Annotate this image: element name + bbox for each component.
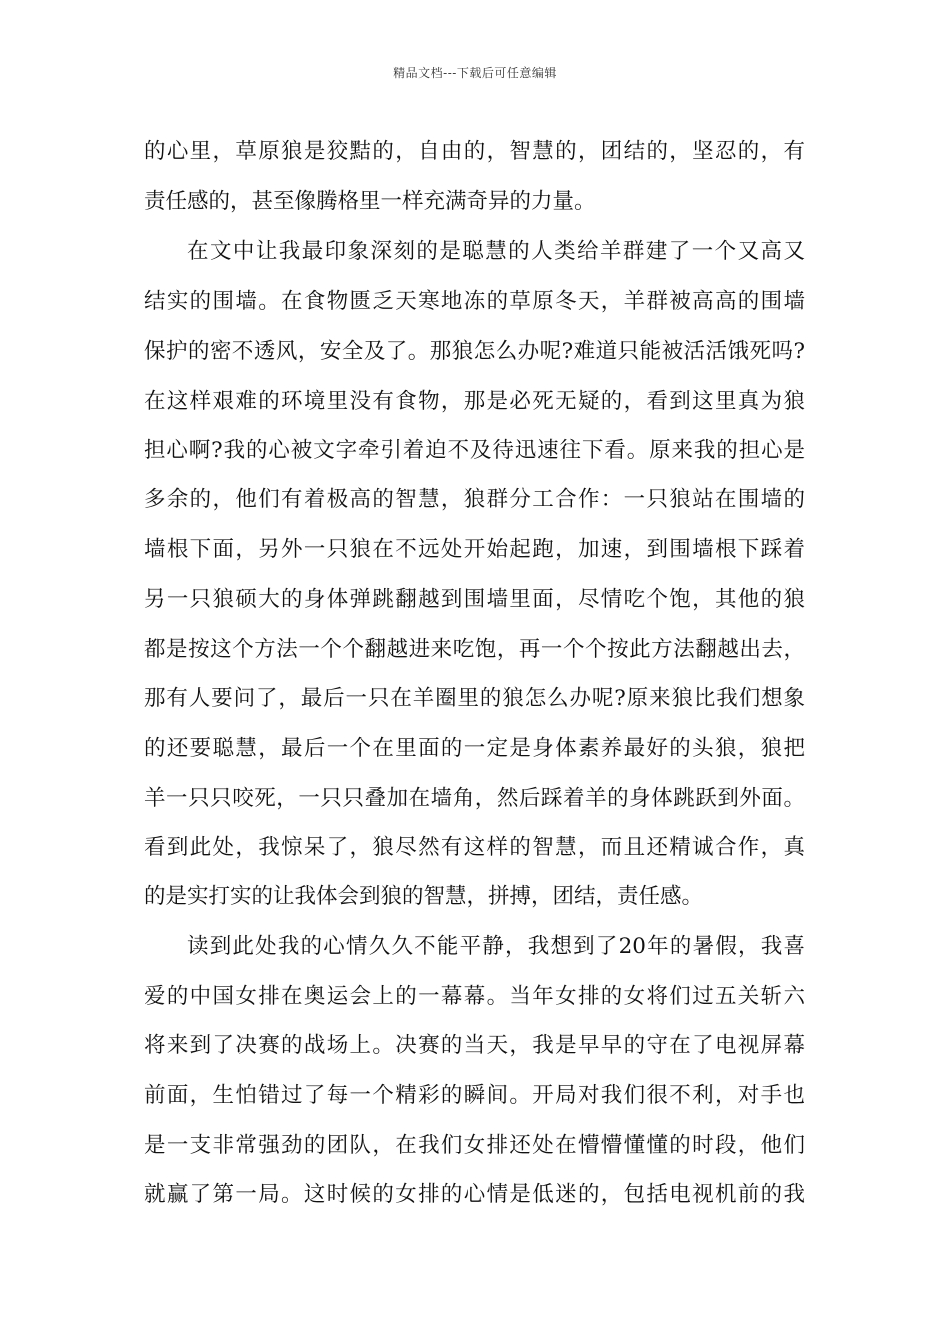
text-line: 墙根下面，另外一只狼在不远处开始起跑，加速，到围墙根下踩着 [144, 537, 805, 562]
text-line: 就赢了第一局。这时候的女排的心情是低迷的，包括电视机前的我 [144, 1182, 805, 1207]
page-header: 精品文档---下载后可任意编辑 [393, 66, 557, 80]
text-line: 爱的中国女排在奥运会上的一幕幕。当年女排的女将们过五关斩六 [144, 984, 805, 1009]
text-line: 那有人要问了，最后一只在羊圈里的狼怎么办呢?原来狼比我们想象 [144, 686, 805, 711]
text-line: 保护的密不透风，安全及了。那狼怎么办呢?难道只能被活活饿死吗? [144, 339, 805, 364]
text-line: 读到此处我的心情久久不能平静，我想到了20年的暑假，我喜 [187, 934, 805, 959]
text-line: 看到此处，我惊呆了，狼尽然有这样的智慧，而且还精诚合作，真 [144, 835, 805, 860]
text-line: 将来到了决赛的战场上。决赛的当天，我是早早的守在了电视屏幕 [144, 1033, 805, 1058]
text-line: 多余的，他们有着极高的智慧，狼群分工合作：一只狼站在围墙的 [144, 487, 805, 512]
text-line: 在这样艰难的环境里没有食物，那是必死无疑的，看到这里真为狼 [144, 389, 805, 414]
text-line: 的心里，草原狼是狡黠的，自由的，智慧的，团结的，坚忍的，有 [144, 139, 805, 164]
text-line: 前面，生怕错过了每一个精彩的瞬间。开局对我们很不利，对手也 [144, 1083, 805, 1108]
text-line: 另一只狼硕大的身体弹跳翻越到围墙里面，尽情吃个饱，其他的狼 [144, 587, 805, 612]
text-line: 都是按这个方法一个个翻越进来吃饱，再一个个按此方法翻越出去， [144, 637, 805, 662]
text-line: 在文中让我最印象深刻的是聪慧的人类给羊群建了一个又高又 [187, 239, 805, 264]
text-line: 羊一只只咬死，一只只叠加在墙角，然后踩着羊的身体跳跃到外面。 [144, 786, 805, 811]
text-line: 结实的围墙。在食物匮乏天寒地冻的草原冬天，羊群被高高的围墙 [144, 289, 805, 314]
text-line: 的还要聪慧，最后一个在里面的一定是身体素养最好的头狼，狼把 [144, 736, 805, 761]
text-line: 是一支非常强劲的团队，在我们女排还处在懵懵懂懂的时段，他们 [144, 1133, 805, 1158]
text-line: 责任感的，甚至像腾格里一样充满奇异的力量。 [144, 189, 596, 214]
text-line: 的是实打实的让我体会到狼的智慧，拼搏，团结，责任感。 [144, 884, 704, 909]
text-line: 担心啊?我的心被文字牵引着迫不及待迅速往下看。原来我的担心是 [144, 438, 805, 463]
